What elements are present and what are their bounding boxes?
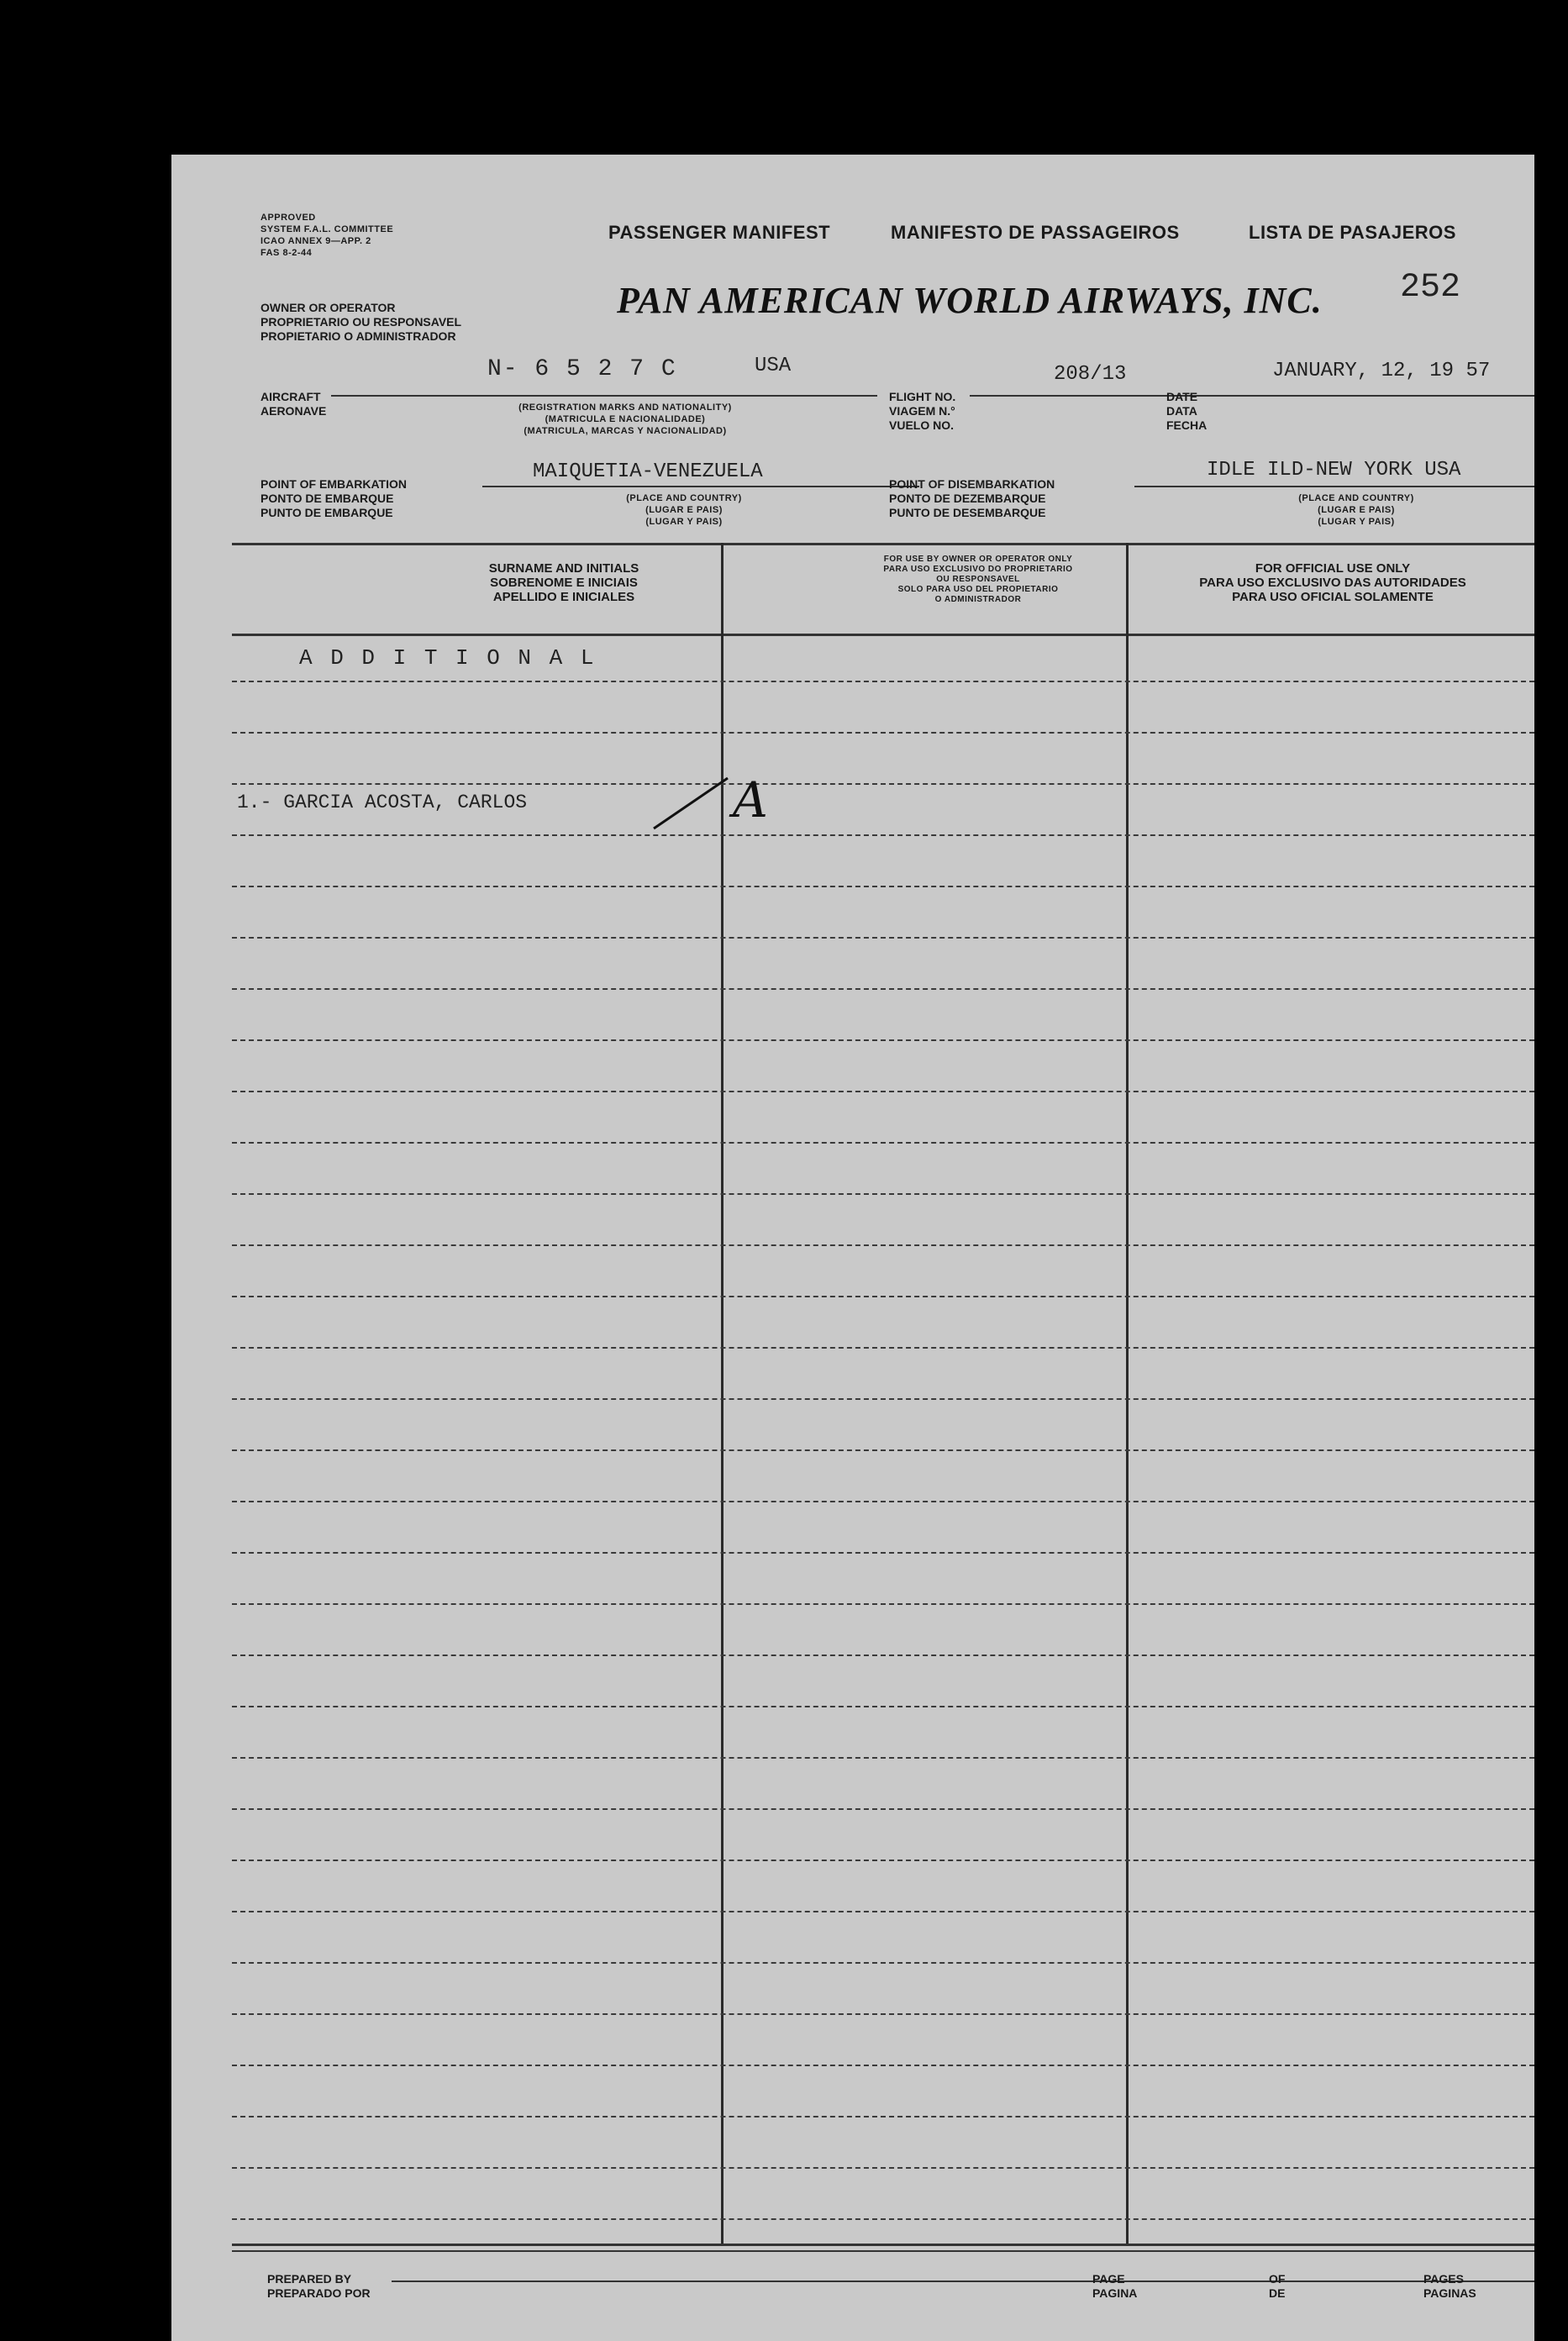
title-spanish: LISTA DE PASAJEROS — [1249, 222, 1456, 243]
column-header-line: FOR USE BY OWNER OR OPERATOR ONLY — [883, 555, 1073, 564]
of-label-line: OF — [1269, 2272, 1286, 2286]
table-row-line — [232, 1039, 1534, 1041]
flight-label-line: VUELO NO. — [889, 418, 955, 432]
table-row-line — [232, 1552, 1534, 1554]
table-row-line — [232, 1706, 1534, 1707]
approval-block — [260, 212, 393, 259]
aircraft-label — [260, 390, 326, 418]
prepared-by-line: PREPARED BY — [267, 2272, 352, 2286]
aircraft-registration: N- 6 5 2 7 C — [487, 356, 677, 382]
table-row-line — [232, 1962, 1534, 1964]
table-row-line — [232, 1501, 1534, 1502]
table-row-line — [232, 1193, 1534, 1195]
pages-label — [1423, 2272, 1476, 2301]
title-english: PASSENGER MANIFEST — [608, 222, 831, 243]
table-row-line — [232, 1808, 1534, 1810]
table-row-line — [232, 988, 1534, 990]
disembarkation-place: IDLE ILD-NEW YORK USA — [1207, 459, 1461, 481]
approval-line: SYSTEM F.A.L. COMMITTEE — [260, 224, 394, 234]
handwritten-mark: A — [733, 771, 768, 829]
owner-label-line: PROPRIETARIO OU RESPONSAVEL — [260, 315, 462, 329]
table-row-line — [232, 1142, 1534, 1144]
embarkation-label-line: POINT OF EMBARKATION — [260, 477, 407, 491]
table-bottom-rule — [232, 2244, 1534, 2246]
flight-date: JANUARY, 12, 19 57 — [1272, 360, 1491, 382]
of-label-line: DE — [1269, 2286, 1286, 2300]
column-header-official — [1131, 561, 1534, 604]
table-top-rule — [232, 543, 1534, 545]
table-row-line — [232, 783, 1534, 785]
airline-name: PAN AMERICAN WORLD AIRWAYS, INC. — [617, 280, 1323, 321]
table-row-line — [232, 2013, 1534, 2015]
disembarkation-caption — [1222, 492, 1491, 528]
aircraft-label-line: AERONAVE — [260, 404, 327, 418]
of-label — [1269, 2272, 1285, 2301]
embarkation-place: MAIQUETIA-VENEZUELA — [533, 460, 763, 483]
aircraft-caption-line: (MATRICULA E NACIONALIDADE) — [545, 414, 706, 424]
passenger-entry: 1.- GARCIA ACOSTA, CARLOS — [237, 792, 528, 813]
approval-line: ICAO ANNEX 9—APP. 2 — [260, 236, 371, 246]
embarkation-label-line: PONTO DE EMBARQUE — [260, 492, 394, 505]
date-label-line: DATA — [1166, 404, 1197, 418]
embarkation-caption-line: (PLACE AND COUNTRY) — [626, 493, 742, 503]
table-row-line — [232, 937, 1534, 939]
aircraft-underline — [331, 395, 877, 397]
table-row-line — [232, 1757, 1534, 1759]
table-row-line — [232, 1654, 1534, 1656]
additional-heading: A D D I T I O N A L — [299, 645, 597, 671]
embarkation-caption-line: (LUGAR Y PAIS) — [645, 517, 723, 527]
column-header-line: APELLIDO E INICIALES — [492, 590, 635, 604]
page-label — [1092, 2272, 1137, 2301]
embarkation-caption-line: (LUGAR E PAIS) — [645, 505, 723, 515]
column-header-line: OU RESPONSAVEL — [936, 575, 1020, 584]
aircraft-caption-line: (MATRICULA, MARCAS Y NACIONALIDAD) — [524, 426, 727, 436]
disembarkation-caption-line: (LUGAR E PAIS) — [1318, 505, 1395, 515]
embarkation-label — [260, 477, 407, 520]
table-row-line — [232, 886, 1534, 887]
date-underline — [1213, 395, 1534, 397]
column-divider — [1126, 543, 1129, 2245]
column-header-line: PARA USO OFICIAL SOLAMENTE — [1232, 590, 1434, 604]
table-row-line — [232, 1398, 1534, 1400]
aircraft-caption-line: (REGISTRATION MARKS AND NATIONALITY) — [518, 402, 732, 413]
prepared-by-line: PREPARADO POR — [267, 2286, 371, 2300]
page-label-line: PAGINA — [1092, 2286, 1138, 2300]
table-row-line — [232, 1347, 1534, 1349]
table-row-line — [232, 732, 1534, 734]
page-number: 252 — [1400, 269, 1461, 307]
column-header-line: PARA USO EXCLUSIVO DO PROPRIETARIO — [883, 565, 1073, 574]
embarkation-caption — [524, 492, 844, 528]
table-row-line — [232, 1296, 1534, 1297]
aircraft-caption — [424, 402, 827, 437]
flight-number: 208/13 — [1054, 363, 1127, 386]
flight-label — [889, 390, 955, 433]
table-row-line — [232, 2116, 1534, 2117]
disembarkation-underline — [1134, 486, 1534, 487]
flight-label-line: VIAGEM N.° — [889, 404, 955, 418]
disembarkation-caption-line: (PLACE AND COUNTRY) — [1298, 493, 1414, 503]
page-label-line: PAGE — [1092, 2272, 1125, 2286]
disembarkation-label-line: PONTO DE DEZEMBARQUE — [889, 492, 1046, 505]
table-row-line — [232, 2065, 1534, 2066]
disembarkation-caption-line: (LUGAR Y PAIS) — [1318, 517, 1395, 527]
aircraft-label-line: AIRCRAFT — [260, 390, 321, 403]
table-header-rule — [232, 634, 1534, 636]
owner-label — [260, 301, 461, 344]
title-portuguese: MANIFESTO DE PASSAGEIROS — [891, 222, 1180, 243]
table-row-line — [232, 1091, 1534, 1092]
flight-label-line: FLIGHT NO. — [889, 390, 956, 403]
table-row-line — [232, 1603, 1534, 1605]
column-header-line: SURNAME AND INITIALS — [488, 561, 639, 576]
column-header-line: SOLO PARA USO DEL PROPIETARIO — [897, 585, 1059, 594]
footer-underline — [392, 2281, 1534, 2282]
embarkation-underline — [482, 486, 919, 487]
table-row-line — [232, 1860, 1534, 1861]
column-header-line: SOBRENOME E INICIAIS — [490, 576, 638, 590]
table-row-line — [232, 2167, 1534, 2169]
owner-label-line: OWNER OR OPERATOR — [260, 301, 396, 314]
column-header-line: FOR OFFICIAL USE ONLY — [1255, 561, 1411, 576]
approval-line: APPROVED — [260, 213, 316, 223]
embarkation-label-line: PUNTO DE EMBARQUE — [260, 506, 393, 519]
manifest-sheet — [171, 155, 1534, 2341]
table-row-line — [232, 1911, 1534, 1912]
column-header-line: PARA USO EXCLUSIVO DAS AUTORIDADES — [1199, 576, 1466, 590]
pages-label-line: PAGES — [1423, 2272, 1464, 2286]
approval-line: FAS 8-2-44 — [260, 248, 313, 258]
date-label-line: FECHA — [1166, 418, 1208, 432]
aircraft-nationality: USA — [755, 355, 792, 377]
date-label — [1166, 390, 1207, 433]
prepared-by-label — [267, 2272, 371, 2301]
date-label-line: DATE — [1166, 390, 1198, 403]
table-row-line — [232, 834, 1534, 836]
owner-label-line: PROPIETARIO O ADMINISTRADOR — [260, 329, 456, 343]
table-row-line — [232, 1449, 1534, 1451]
pages-label-line: PAGINAS — [1423, 2286, 1476, 2300]
table-row-line — [232, 1244, 1534, 1246]
table-row-line — [232, 681, 1534, 682]
column-header-line: O ADMINISTRADOR — [934, 595, 1022, 604]
disembarkation-label — [889, 477, 1055, 520]
disembarkation-label-line: POINT OF DISEMBARKATION — [889, 477, 1055, 491]
disembarkation-label-line: PUNTO DE DESEMBARQUE — [889, 506, 1046, 519]
table-bottom-rule-double — [232, 2250, 1534, 2252]
table-row-line — [232, 2218, 1534, 2220]
